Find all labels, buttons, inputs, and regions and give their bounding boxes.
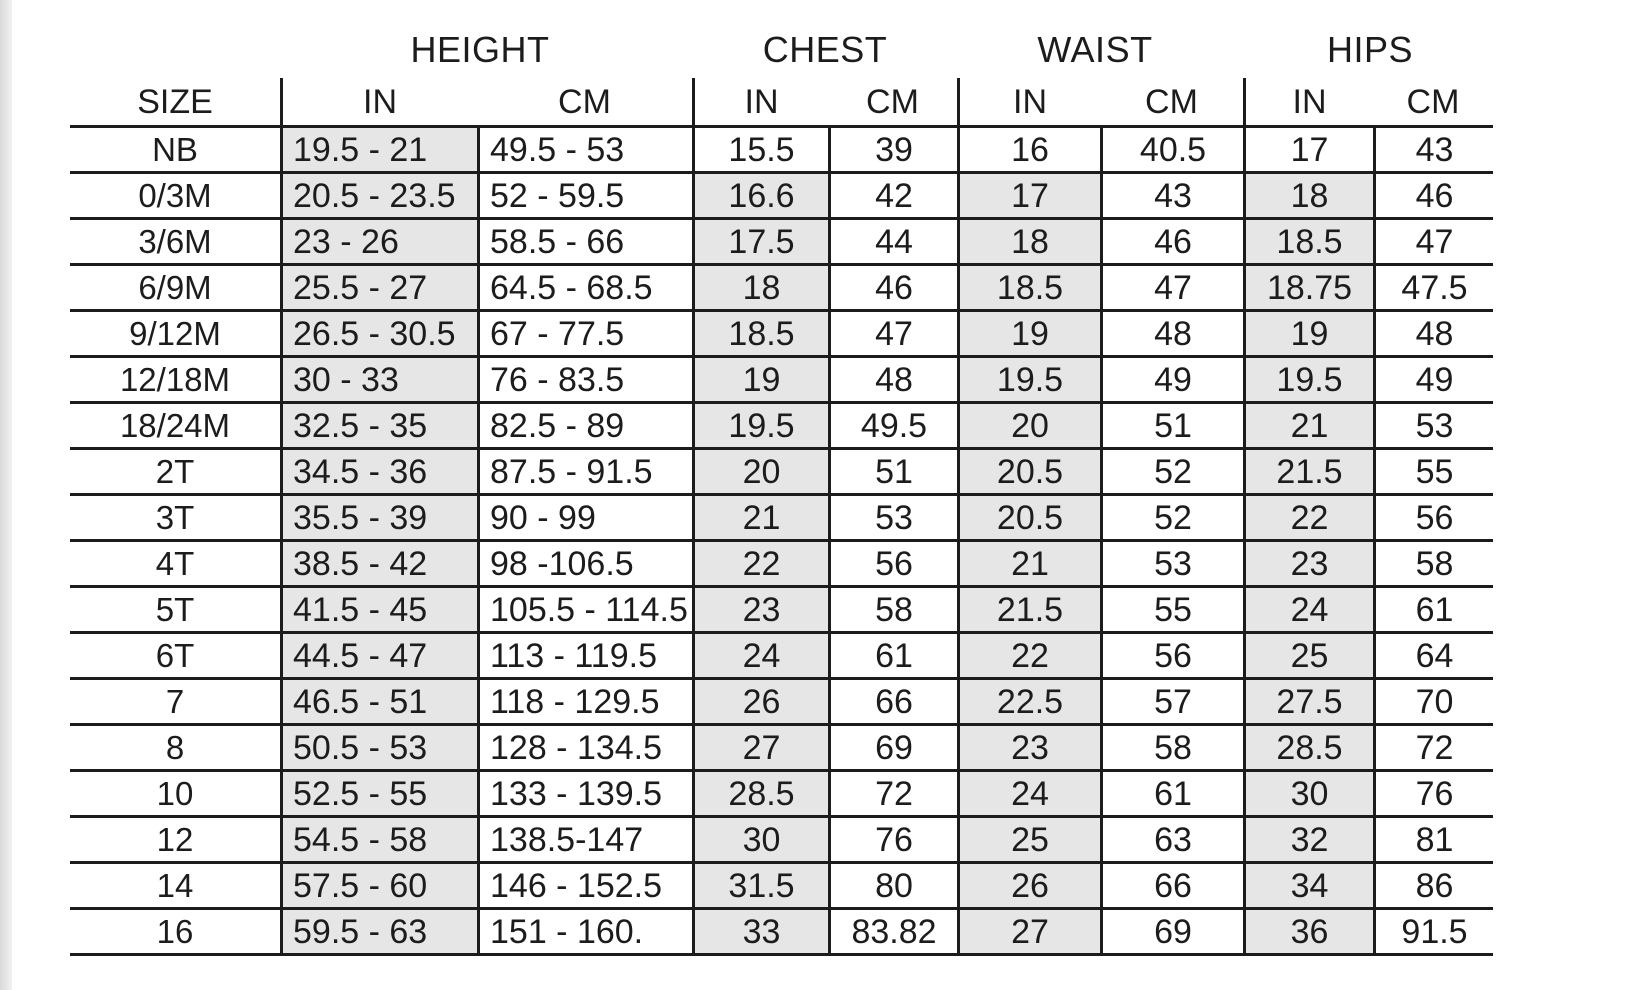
cell-chest-cm: 58 [828, 588, 957, 634]
cell-chest-in: 26 [692, 680, 828, 726]
cell-chest-cm: 46 [828, 266, 957, 312]
cell-height-cm: 87.5 - 91.5 [477, 450, 692, 496]
column-header-height-in: IN [280, 78, 477, 128]
cell-height-in: 35.5 - 39 [280, 496, 477, 542]
size-label: 3/6M [70, 220, 280, 266]
cell-height-in: 20.5 - 23.5 [280, 174, 477, 220]
size-chart-table [70, 78, 1493, 956]
cell-waist-in: 20.5 [957, 450, 1100, 496]
group-header-chest: CHEST [762, 29, 888, 70]
size-label: 14 [70, 864, 280, 910]
cell-height-cm: 67 - 77.5 [477, 312, 692, 358]
cell-height-in: 44.5 - 47 [280, 634, 477, 680]
cell-waist-cm: 52 [1100, 450, 1243, 496]
cell-chest-in: 21 [692, 496, 828, 542]
cell-height-in: 25.5 - 27 [280, 266, 477, 312]
size-label: 12 [70, 818, 280, 864]
cell-chest-in: 18.5 [692, 312, 828, 358]
size-label: 6T [70, 634, 280, 680]
cell-hips-cm: 49 [1373, 358, 1493, 404]
cell-chest-in: 16.6 [692, 174, 828, 220]
size-label: 8 [70, 726, 280, 772]
cell-hips-in: 22 [1243, 496, 1373, 542]
size-label: 4T [70, 542, 280, 588]
size-label: 6/9M [70, 266, 280, 312]
cell-waist-in: 22 [957, 634, 1100, 680]
cell-hips-in: 21 [1243, 404, 1373, 450]
cell-waist-cm: 49 [1100, 358, 1243, 404]
cell-waist-cm: 56 [1100, 634, 1243, 680]
cell-height-in: 23 - 26 [280, 220, 477, 266]
size-label: 7 [70, 680, 280, 726]
cell-hips-cm: 47.5 [1373, 266, 1493, 312]
cell-waist-in: 22.5 [957, 680, 1100, 726]
cell-height-cm: 58.5 - 66 [477, 220, 692, 266]
cell-hips-cm: 56 [1373, 496, 1493, 542]
cell-chest-in: 24 [692, 634, 828, 680]
cell-waist-cm: 58 [1100, 726, 1243, 772]
cell-hips-in: 30 [1243, 772, 1373, 818]
cell-waist-cm: 40.5 [1100, 128, 1243, 174]
cell-waist-in: 21 [957, 542, 1100, 588]
cell-chest-in: 23 [692, 588, 828, 634]
cell-hips-in: 18 [1243, 174, 1373, 220]
column-header-chest-cm: CM [828, 78, 957, 128]
cell-chest-in: 31.5 [692, 864, 828, 910]
cell-waist-in: 18.5 [957, 266, 1100, 312]
cell-waist-cm: 53 [1100, 542, 1243, 588]
cell-height-in: 59.5 - 63 [280, 910, 477, 956]
column-header-chest-in: IN [692, 78, 828, 128]
column-header-hips-cm: CM [1373, 78, 1493, 128]
size-label: 0/3M [70, 174, 280, 220]
column-header-waist-in: IN [957, 78, 1100, 128]
cell-height-in: 46.5 - 51 [280, 680, 477, 726]
cell-waist-cm: 57 [1100, 680, 1243, 726]
cell-height-in: 54.5 - 58 [280, 818, 477, 864]
cell-hips-in: 27.5 [1243, 680, 1373, 726]
cell-chest-cm: 69 [828, 726, 957, 772]
cell-chest-cm: 72 [828, 772, 957, 818]
cell-height-cm: 151 - 160. [477, 910, 692, 956]
cell-chest-in: 19 [692, 358, 828, 404]
cell-chest-in: 20 [692, 450, 828, 496]
cell-height-in: 52.5 - 55 [280, 772, 477, 818]
cell-hips-cm: 53 [1373, 404, 1493, 450]
cell-waist-in: 23 [957, 726, 1100, 772]
cell-waist-in: 20 [957, 404, 1100, 450]
size-label: 16 [70, 910, 280, 956]
cell-waist-cm: 61 [1100, 772, 1243, 818]
cell-height-in: 34.5 - 36 [280, 450, 477, 496]
cell-hips-cm: 72 [1373, 726, 1493, 772]
cell-waist-cm: 63 [1100, 818, 1243, 864]
cell-hips-in: 18.5 [1243, 220, 1373, 266]
cell-chest-cm: 39 [828, 128, 957, 174]
cell-chest-cm: 51 [828, 450, 957, 496]
cell-chest-in: 17.5 [692, 220, 828, 266]
cell-chest-in: 18 [692, 266, 828, 312]
cell-hips-cm: 55 [1373, 450, 1493, 496]
cell-waist-cm: 55 [1100, 588, 1243, 634]
cell-hips-in: 19.5 [1243, 358, 1373, 404]
cell-chest-in: 15.5 [692, 128, 828, 174]
cell-chest-cm: 66 [828, 680, 957, 726]
cell-hips-in: 21.5 [1243, 450, 1373, 496]
cell-chest-in: 30 [692, 818, 828, 864]
size-label: 3T [70, 496, 280, 542]
cell-hips-cm: 46 [1373, 174, 1493, 220]
cell-height-cm: 49.5 - 53 [477, 128, 692, 174]
size-label: 18/24M [70, 404, 280, 450]
cell-height-cm: 52 - 59.5 [477, 174, 692, 220]
cell-chest-cm: 80 [828, 864, 957, 910]
cell-chest-cm: 47 [828, 312, 957, 358]
cell-hips-in: 24 [1243, 588, 1373, 634]
cell-waist-in: 16 [957, 128, 1100, 174]
cell-height-in: 41.5 - 45 [280, 588, 477, 634]
size-label: NB [70, 128, 280, 174]
group-header-height: HEIGHT [410, 29, 550, 70]
cell-waist-cm: 69 [1100, 910, 1243, 956]
cell-hips-cm: 91.5 [1373, 910, 1493, 956]
cell-height-in: 30 - 33 [280, 358, 477, 404]
cell-height-in: 19.5 - 21 [280, 128, 477, 174]
cell-waist-in: 25 [957, 818, 1100, 864]
cell-waist-in: 20.5 [957, 496, 1100, 542]
cell-hips-in: 28.5 [1243, 726, 1373, 772]
cell-height-cm: 105.5 - 114.5 [477, 588, 692, 634]
cell-waist-cm: 52 [1100, 496, 1243, 542]
cell-waist-in: 19 [957, 312, 1100, 358]
cell-hips-in: 23 [1243, 542, 1373, 588]
cell-waist-in: 19.5 [957, 358, 1100, 404]
cell-waist-in: 26 [957, 864, 1100, 910]
cell-height-cm: 146 - 152.5 [477, 864, 692, 910]
cell-waist-cm: 66 [1100, 864, 1243, 910]
cell-height-cm: 128 - 134.5 [477, 726, 692, 772]
column-header-height-cm: CM [477, 78, 692, 128]
cell-chest-cm: 48 [828, 358, 957, 404]
cell-height-in: 38.5 - 42 [280, 542, 477, 588]
cell-height-cm: 133 - 139.5 [477, 772, 692, 818]
cell-waist-cm: 48 [1100, 312, 1243, 358]
cell-hips-cm: 58 [1373, 542, 1493, 588]
cell-height-in: 26.5 - 30.5 [280, 312, 477, 358]
cell-chest-cm: 44 [828, 220, 957, 266]
cell-height-cm: 90 - 99 [477, 496, 692, 542]
cell-waist-in: 21.5 [957, 588, 1100, 634]
cell-chest-in: 33 [692, 910, 828, 956]
cell-chest-cm: 83.82 [828, 910, 957, 956]
cell-height-in: 50.5 - 53 [280, 726, 477, 772]
cell-height-cm: 82.5 - 89 [477, 404, 692, 450]
cell-chest-in: 28.5 [692, 772, 828, 818]
cell-hips-cm: 81 [1373, 818, 1493, 864]
cell-chest-cm: 76 [828, 818, 957, 864]
cell-height-cm: 138.5-147 [477, 818, 692, 864]
cell-hips-in: 32 [1243, 818, 1373, 864]
cell-height-cm: 98 -106.5 [477, 542, 692, 588]
cell-chest-cm: 61 [828, 634, 957, 680]
cell-chest-cm: 49.5 [828, 404, 957, 450]
cell-chest-in: 27 [692, 726, 828, 772]
cell-height-cm: 76 - 83.5 [477, 358, 692, 404]
cell-hips-cm: 86 [1373, 864, 1493, 910]
cell-hips-cm: 64 [1373, 634, 1493, 680]
cell-chest-cm: 53 [828, 496, 957, 542]
cell-hips-cm: 70 [1373, 680, 1493, 726]
column-header-size: SIZE [70, 78, 280, 128]
cell-waist-cm: 47 [1100, 266, 1243, 312]
cell-height-in: 57.5 - 60 [280, 864, 477, 910]
cell-waist-in: 24 [957, 772, 1100, 818]
size-label: 9/12M [70, 312, 280, 358]
cell-chest-cm: 42 [828, 174, 957, 220]
cell-hips-cm: 47 [1373, 220, 1493, 266]
cell-hips-in: 25 [1243, 634, 1373, 680]
cell-waist-cm: 46 [1100, 220, 1243, 266]
cell-hips-in: 19 [1243, 312, 1373, 358]
column-header-waist-cm: CM [1100, 78, 1243, 128]
cell-hips-cm: 43 [1373, 128, 1493, 174]
cell-height-in: 32.5 - 35 [280, 404, 477, 450]
cell-waist-in: 17 [957, 174, 1100, 220]
cell-waist-cm: 51 [1100, 404, 1243, 450]
column-header-hips-in: IN [1243, 78, 1373, 128]
cell-chest-in: 19.5 [692, 404, 828, 450]
cell-hips-in: 17 [1243, 128, 1373, 174]
cell-waist-in: 27 [957, 910, 1100, 956]
group-header-waist: WAIST [1037, 29, 1153, 70]
cell-height-cm: 113 - 119.5 [477, 634, 692, 680]
size-label: 12/18M [70, 358, 280, 404]
cell-hips-in: 34 [1243, 864, 1373, 910]
cell-waist-in: 18 [957, 220, 1100, 266]
cell-chest-in: 22 [692, 542, 828, 588]
cell-height-cm: 118 - 129.5 [477, 680, 692, 726]
cell-chest-cm: 56 [828, 542, 957, 588]
group-header-hips: HIPS [1326, 29, 1414, 70]
size-label: 2T [70, 450, 280, 496]
cell-hips-in: 36 [1243, 910, 1373, 956]
size-label: 5T [70, 588, 280, 634]
size-label: 10 [70, 772, 280, 818]
cell-hips-cm: 61 [1373, 588, 1493, 634]
cell-hips-in: 18.75 [1243, 266, 1373, 312]
cell-hips-cm: 48 [1373, 312, 1493, 358]
cell-height-cm: 64.5 - 68.5 [477, 266, 692, 312]
cell-hips-cm: 76 [1373, 772, 1493, 818]
cell-waist-cm: 43 [1100, 174, 1243, 220]
